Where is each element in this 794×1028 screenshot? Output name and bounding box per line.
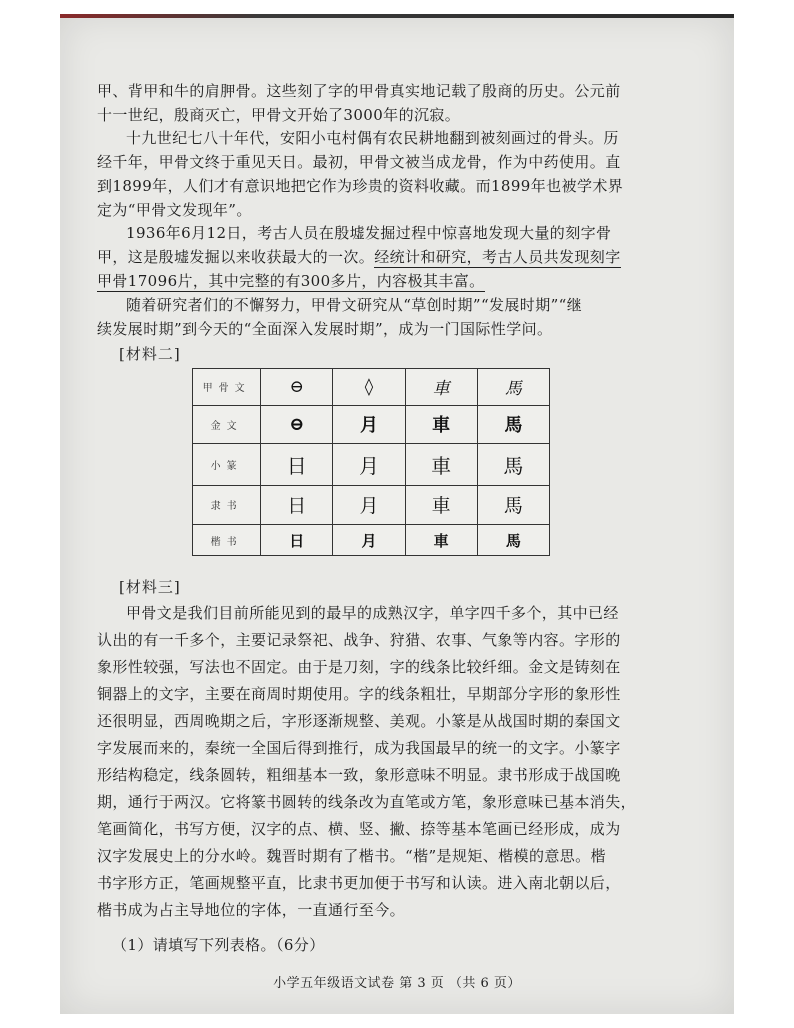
glyph-cell: ⊖ — [261, 369, 333, 406]
material-three-label: [材料三] — [119, 578, 181, 596]
glyph-cell: 月 — [333, 525, 405, 556]
passage-line: 笔画简化，书写方便，汉字的点、横、竖、撇、捺等基本笔画已经形成，成为 — [97, 820, 621, 838]
glyph-cell — [405, 485, 477, 524]
passage-text: 甲，这是殷墟发掘以来收获最大的一次。 — [97, 248, 375, 266]
glyph-cell: 日 — [261, 525, 333, 556]
row-header: 金文 — [193, 405, 261, 443]
glyph-cell: 月 — [333, 443, 405, 485]
row-header: 隶书 — [193, 485, 261, 524]
underlined-sentence-part-a: 经统计和研究，考古人员共发现刻字 — [374, 248, 621, 266]
glyph: 車 — [431, 495, 451, 518]
question-prompt: （1）请填写下列表格。（6分） — [112, 936, 325, 954]
passage-line: 到1899年，人们才有意识地把它作为珍贵的资料收藏。而1899年也被学术界 — [97, 177, 624, 195]
passage-line: 随着研究者们的不懈努力，甲骨文研究从“草创时期”“发展时期”“继 — [126, 296, 583, 314]
passage-line: 1936年6月12日，考古人员在殷墟发掘过程中惊喜地发现大量的刻字骨 — [126, 224, 612, 242]
passage-line: 十九世纪七八十年代，安阳小屯村偶有农民耕地翻到被刻画过的骨头。历 — [126, 129, 619, 147]
passage-line: 还很明显，西周晚期之后，字形逐渐规整、美观。小篆是从战国时期的秦国文 — [97, 712, 621, 730]
glyph: 馬 — [503, 495, 523, 518]
table-row — [193, 443, 550, 485]
glyph: 月 — [359, 495, 379, 518]
glyph-cell: 馬 — [477, 525, 549, 556]
glyph-cell: 馬 — [477, 405, 549, 443]
glyph-cell — [261, 485, 333, 524]
glyph-cell: 車 — [405, 369, 477, 406]
passage-line: 甲、背甲和牛的肩胛骨。这些刻了字的甲骨真实地记载了殷商的历史。公元前 — [97, 82, 621, 100]
row-header: 小篆 — [193, 443, 261, 485]
passage-line: 汉字发展史上的分水岭。魏晋时期有了楷书。“楷”是规矩、楷模的意思。楷 — [97, 847, 606, 865]
row-header: 楷书 — [193, 525, 261, 556]
page-top-edge — [60, 14, 734, 18]
passage-line: 经千年，甲骨文终于重见天日。最初，甲骨文被当成龙骨，作为中药使用。直 — [97, 153, 621, 171]
glyph-cell — [333, 485, 405, 524]
glyph-cell — [477, 485, 549, 524]
material-two-label: [材料二] — [119, 345, 181, 363]
passage-line: 认出的有一千多个，主要记录祭祀、战争、狩猎、农事、气象等内容。字形的 — [97, 631, 621, 649]
glyph-cell: 日 — [261, 443, 333, 485]
passage-line: 十一世纪，殷商灭亡，甲骨文开始了3000年的沉寂。 — [97, 106, 461, 124]
passage-line: 定为“甲骨文发现年”。 — [97, 201, 252, 219]
table-row — [193, 485, 550, 524]
passage-line: 字发展而来的，秦统一全国后得到推行，成为我国最早的统一的文字。小篆字 — [97, 739, 621, 757]
passage-line: 续发展时期”到今天的“全面深入发展时期”，成为一门国际性学问。 — [97, 320, 553, 338]
script-evolution-table — [192, 368, 550, 556]
table-row — [193, 525, 550, 556]
passage-line-underlined — [97, 271, 485, 291]
glyph-cell: 車 — [405, 443, 477, 485]
passage-line: 象形性较强，写法也不固定。由于是刀刻，字的线条比较纤细。金文是铸刻在 — [97, 658, 621, 676]
passage-line: 甲骨文是我们目前所能见到的最早的成熟汉字，单字四千多个，其中已经 — [126, 604, 619, 622]
glyph-cell: ⊖ — [261, 405, 333, 443]
glyph: 日 — [287, 495, 307, 518]
page-footer: 小学五年级语文试卷 第 3 页 （共 6 页） — [273, 976, 521, 991]
passage-line: 铜器上的文字，主要在商周时期使用。字的线条粗壮，早期部分字形的象形性 — [97, 685, 621, 703]
glyph-cell: 車 — [405, 525, 477, 556]
passage-line: 期，通行于两汉。它将篆书圆转的线条改为直笔或方笔，象形意味已基本消失， — [97, 793, 637, 811]
passage-line-with-underline — [97, 247, 621, 267]
row-header: 甲骨文 — [193, 369, 261, 406]
underlined-sentence-part-b: 甲骨17096片，其中完整的有300多片，内容极其丰富。 — [97, 272, 485, 290]
glyph-cell: 馬 — [477, 443, 549, 485]
glyph-cell: 車 — [405, 405, 477, 443]
glyph-cell: ◊ — [333, 369, 405, 406]
table-row — [193, 405, 550, 443]
passage-line: 楷书成为占主导地位的字体，一直通行至今。 — [97, 901, 406, 919]
glyph-cell: 月 — [333, 405, 405, 443]
glyph-cell: 馬 — [477, 369, 549, 406]
table-row — [193, 369, 550, 406]
passage-line: 书字形方正，笔画规整平直，比隶书更加便于书写和认读。进入南北朝以后， — [97, 874, 621, 892]
passage-line: 形结构稳定，线条圆转，粗细基本一致，象形意味不明显。隶书形成于战国晚 — [97, 766, 621, 784]
